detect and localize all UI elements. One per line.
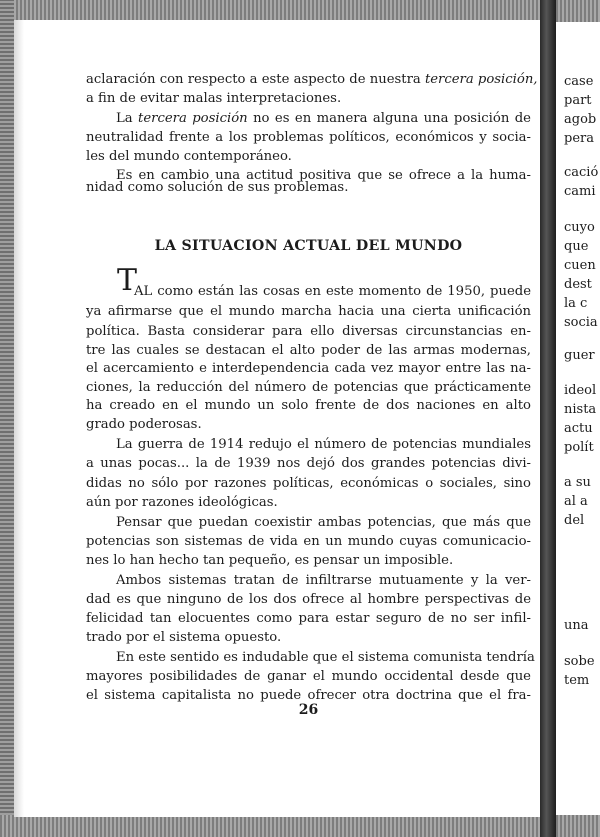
facing-page-fragment: part	[564, 93, 592, 108]
facing-page-fragment: ideol	[564, 383, 597, 398]
drop-cap: T	[117, 263, 138, 298]
text-line: mayores posibilidades de ganar el mundo occidental desde que	[86, 669, 531, 684]
facing-page-fragment: socia	[564, 315, 598, 330]
facing-page-fragment: case	[564, 74, 594, 89]
facing-page-fragment: actu	[564, 421, 593, 436]
text-line: el sistema capitalista no puede ofrecer otra doctrina que el fra-	[86, 688, 531, 703]
facing-page-fragment: sobe	[564, 654, 595, 669]
text-line: les del mundo contemporáneo.	[86, 149, 292, 164]
text-line: grado poderosas.	[86, 417, 202, 432]
page-shadow	[14, 20, 24, 817]
text-line: Pensar que puedan coexistir ambas potencias, que más que	[116, 515, 531, 530]
facing-page-fragment: guer	[564, 348, 595, 363]
scan-border-left	[0, 0, 14, 837]
facing-page-fragment: cació	[564, 165, 599, 180]
facing-page-fragment: polít	[564, 440, 594, 455]
text-line: nidad como solución de sus problemas.	[86, 180, 349, 195]
text-line: La tercera posición no es en manera alguna una posición de	[116, 111, 531, 126]
text-line: a unas pocas... la de 1939 nos dejó dos grandes potencias divi-	[86, 456, 531, 471]
text-line: neutralidad frente a los problemas políticos, económicos y socia-	[86, 130, 531, 145]
book-gutter	[540, 0, 556, 837]
section-heading: LA SITUACION ACTUAL DEL MUNDO	[154, 238, 463, 254]
text-line: En este sentido es indudable que el sistema comunista tendría	[116, 650, 535, 665]
facing-page-fragment: una	[564, 618, 589, 633]
facing-page-fragment: a su	[564, 475, 591, 490]
text-line: didas no sólo por razones políticas, económicas o sociales, sino	[86, 476, 531, 491]
facing-page-fragment: tem	[564, 673, 590, 688]
facing-page-fragment: dest	[564, 277, 592, 292]
facing-page	[556, 22, 600, 815]
facing-page-fragment: nista	[564, 402, 597, 417]
facing-page-fragment: agob	[564, 112, 597, 127]
facing-page-fragment: al a	[564, 494, 588, 509]
facing-page-fragment: cami	[564, 184, 596, 199]
page-number: 26	[298, 702, 319, 718]
text-line: trado por el sistema opuesto.	[86, 630, 282, 645]
facing-page-fragment: del	[564, 513, 585, 528]
scan-border-top	[0, 0, 600, 22]
text-line: La guerra de 1914 redujo el número de potencias mundiales	[116, 437, 531, 452]
facing-page-fragment: pera	[564, 131, 594, 146]
facing-page-fragment: cuyo	[564, 220, 595, 235]
text-line: política. Basta considerar para ello diversas circunstancias en-	[86, 324, 531, 339]
text-line: felicidad tan elocuentes como para estar seguro de no ser infil-	[86, 611, 531, 626]
text-line: ciones, la reducción del número de potencias que prácticamente	[86, 380, 531, 395]
facing-page-fragment: que	[564, 239, 589, 254]
text-line: aclaración con respecto a este aspecto de nuestra tercera posición,	[86, 72, 538, 87]
text-line: a fin de evitar malas interpretaciones.	[86, 91, 342, 106]
text-line: ha creado en el mundo un solo frente de dos naciones en alto	[86, 398, 531, 413]
facing-page-fragment: cuen	[564, 258, 596, 273]
text-line: Es en cambio una actitud positiva que se ofrece a la huma-	[116, 168, 531, 183]
facing-page-fragment: la c	[564, 296, 588, 311]
text-line: AL como están las cosas en este momento de 1950, puede	[134, 284, 531, 299]
text-line: nes lo han hecho tan pequeño, es pensar un imposible.	[86, 553, 454, 568]
scan-border-bottom	[0, 815, 600, 837]
text-line: Ambos sistemas tratan de infiltrarse mutuamente y la ver-	[116, 573, 531, 588]
text-line: aún por razones ideológicas.	[86, 495, 278, 510]
text-line: tre las cuales se destacan el alto poder de las armas modernas,	[86, 343, 531, 358]
text-line: ya afirmarse que el mundo marcha hacia una cierta unificación	[86, 304, 531, 319]
text-line: el acercamiento e interdependencia cada vez mayor entre las na-	[86, 361, 531, 376]
text-line: potencias son sistemas de vida en un mundo cuyas comunicacio-	[86, 534, 531, 549]
text-line: dad es que ninguno de los dos ofrece al hombre perspectivas de	[86, 592, 531, 607]
